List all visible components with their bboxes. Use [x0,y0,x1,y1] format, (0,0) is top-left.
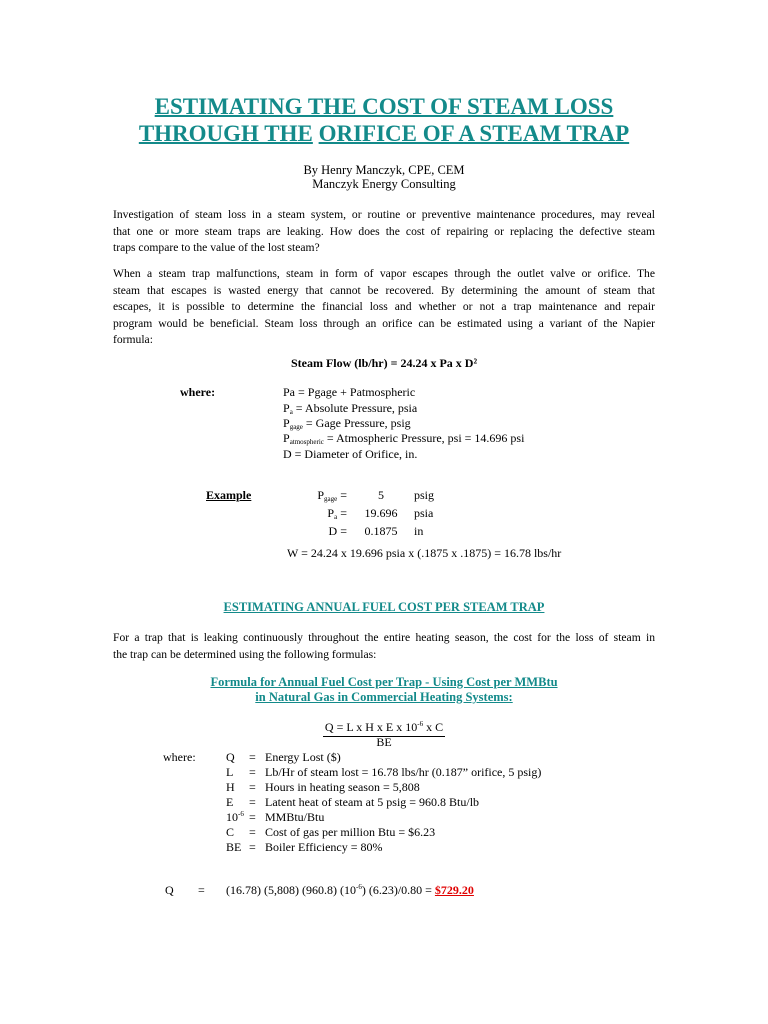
text-line: Investigation of steam loss in a steam system, or routine or preventive maintenance procedures, may reveal [113,208,655,221]
def-subscript: a [289,408,293,416]
def-text: atmospheric [356,385,416,399]
var-eq: = [249,765,256,779]
def-text: gage [314,385,338,399]
example-eq: = [337,506,347,520]
var-symbol-exponent: -6 [238,810,244,818]
example-sym-pgage [290,488,347,503]
var-symbol: C [226,825,235,839]
def-text: = Absolute Pressure, psia [292,401,418,415]
var-symbol: H [226,780,235,794]
title-line-2b: ORIFICE OF A STEAM TRAP [318,121,630,146]
q-formula-text: Q = L x H x E x 10 [324,720,418,734]
paragraph-3 [113,630,655,663]
example-val-pgage: 5 [378,488,384,502]
title-line-2a: THROUGH THE [138,121,313,146]
def-text: + P [337,385,357,399]
example-label: Example [206,488,252,502]
var-eq: = [249,795,256,809]
def-text: = Atmospheric Pressure, psi = 14.696 psi [323,431,525,445]
text-line: steam that escapes is wasted energy that cannot be recovered. By determining the amount of steam that [113,283,655,297]
final-expression [226,883,474,898]
text-line: that one or more steam traps are leaking. How does the cost of repairing or replacing the defective steam [113,224,655,238]
example-subscript: gage [324,495,338,503]
def-subscript: atmospheric [289,438,324,446]
final-expr-text: ) (6.23)/0.80 = [361,883,432,897]
paragraph-2 [113,266,655,349]
var-desc: Cost of gas per million Btu = $6.23 [265,825,436,839]
final-q: Q [165,883,174,897]
var-symbol: L [226,765,234,779]
example-val-pa: 19.696 [364,506,398,520]
vars-where-label: where: [163,750,196,764]
q-formula-denominator: BE [376,735,392,749]
var-symbol: Q [226,750,235,764]
var-symbol: E [226,795,234,809]
def-symbol: P [283,401,290,415]
var-desc: Hours in heating season = 5,808 [265,780,420,794]
var-eq: = [249,780,256,794]
example-eq: = [337,488,347,502]
example-unit-pgage: psig [414,488,435,502]
steam-flow-formula: Steam Flow (lb/hr) = 24.24 x Pa x D² [290,356,478,370]
def-symbol: P [283,416,290,430]
byline-author: By Henry Manczyk, CPE, CEM [303,163,465,177]
q-formula-exponent: -6 [417,720,424,728]
var-eq: = [249,840,256,854]
example-val-d: 0.1875 [364,524,398,538]
text-line: For a trap that is leaking continuously throughout the entire heating season, the cost for the loss of steam in [113,631,655,644]
formula-heading-line-2: in Natural Gas in Commercial Heating Systems: [255,690,513,704]
var-desc: MMBtu/Btu [265,810,325,824]
example-subscript: a [334,513,338,521]
var-symbol: BE [226,840,242,854]
example-unit-d: in [414,524,424,538]
var-symbol-base: 10 [226,810,238,824]
def-pgage [283,416,411,431]
text-line: traps compare to the value of the lost steam? [113,241,320,254]
var-symbol [226,810,244,825]
example-symbol: P [317,488,324,502]
example-unit-pa: psia [414,506,434,520]
example-result: W = 24.24 x 19.696 psia x (.1875 x .1875) = 16.78 lbs/hr [287,546,562,560]
def-symbol: P [283,431,290,445]
text-line: program would be beneficial. Steam loss through an orifice can be estimated using a variant of the Napier [113,316,655,330]
var-desc: Boiler Efficiency = 80% [265,840,383,854]
title-line-1: ESTIMATING THE COST OF STEAM LOSS [154,94,614,119]
text-line: escapes, it is possible to determine the financial loss and whether or not a trap maintenance and repair [113,300,655,313]
final-result: $729.20 [434,883,474,897]
var-eq: = [249,750,256,764]
var-desc: Latent heat of steam at 5 psig = 960.8 Btu/lb [265,795,480,809]
text-line: formula: [113,333,153,346]
example-sym-pa [290,506,347,521]
def-text: = Gage Pressure, psig [302,416,411,430]
var-desc: Energy Lost ($) [265,750,341,764]
q-formula-text: x C [423,720,444,734]
where-label: where: [180,385,216,399]
text-line: the trap can be determined using the following formulas: [113,647,377,661]
def-pa-formula [283,385,415,400]
section-heading: ESTIMATING ANNUAL FUEL COST PER STEAM TRAP [223,600,545,614]
final-eq: = [198,883,205,897]
def-text: Pa = P [283,385,315,399]
var-eq: = [249,810,256,824]
example-sym-d [290,524,347,539]
title-line-2 [0,121,768,147]
def-d: D = Diameter of Orifice, in. [283,447,418,461]
def-subscript: gage [289,423,303,431]
var-eq: = [249,825,256,839]
formula-heading-line-1: Formula for Annual Fuel Cost per Trap - Using Cost per MMBtu [210,675,558,689]
var-desc: Lb/Hr of steam lost = 16.78 lbs/hr (0.187” orifice, 5 psig) [265,765,542,779]
final-expr-text: (16.78) (5,808) (960.8) (10 [226,883,356,897]
def-patm [283,431,524,446]
example-eq: = [337,524,347,538]
text-line: When a steam trap malfunctions, steam in form of vapor escapes through the outlet valve or orifice. The [113,267,655,280]
example-symbol: D [328,524,338,538]
final-expr-exponent: -6 [355,883,362,891]
example-symbol: P [327,506,335,520]
def-pa [283,401,417,416]
byline-company: Manczyk Energy Consulting [312,177,456,191]
intro-paragraph [113,207,655,257]
